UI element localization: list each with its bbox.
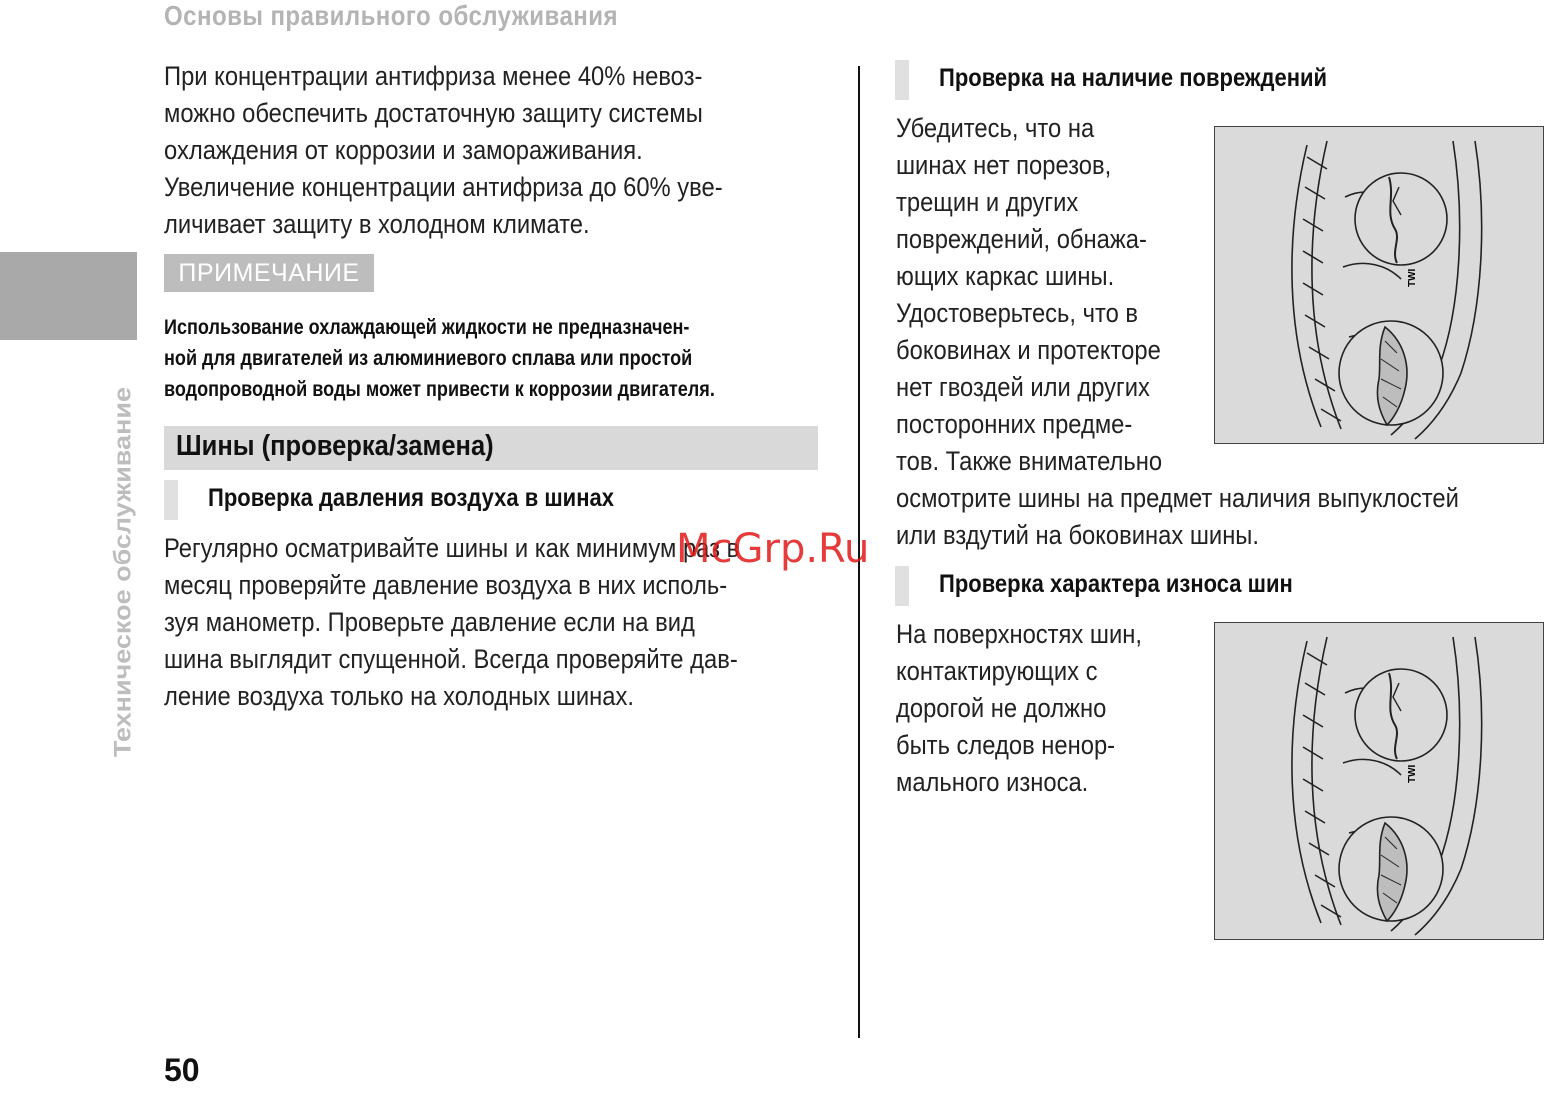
- text-line: зуя манометр. Проверьте давление если на вид: [164, 607, 695, 637]
- text-line: При концентрации антифриза менее 40% невоз-: [164, 61, 703, 91]
- text-line: Увеличение концентрации антифриза до 60% уве-: [164, 172, 723, 202]
- text-line: охлаждения от коррозии и замораживания.: [164, 135, 643, 165]
- wear-paragraph: [896, 616, 1142, 801]
- tire-illustration: [1215, 623, 1543, 939]
- text-line: Удостоверьтесь, что в: [896, 298, 1139, 328]
- antifreeze-paragraph: [164, 58, 723, 243]
- note-badge: ПРИМЕЧАНИЕ: [164, 254, 374, 292]
- text-line: ющих каркас шины.: [896, 261, 1115, 291]
- twi-mark: TWI: [1407, 764, 1418, 783]
- text-line: дорогой не должно: [896, 693, 1107, 723]
- text-line: ление воздуха только на холодных шинах.: [164, 681, 634, 711]
- tire-wear-figure: [1214, 622, 1544, 940]
- subheading-marker: [164, 480, 178, 520]
- page-number: 50: [164, 1052, 200, 1088]
- text-line: месяц проверяйте давление воздуха в них исполь-: [164, 570, 728, 600]
- text-line: ной для двигателей из алюминиевого сплава или простой: [164, 347, 693, 370]
- text-line: боковинах и протекторе: [896, 335, 1161, 365]
- tire-illustration: [1215, 127, 1543, 443]
- text-line: На поверхностях шин,: [896, 619, 1142, 649]
- text-line: или вздутий на боковинах шины.: [896, 520, 1259, 550]
- text-line: быть следов ненор-: [896, 730, 1116, 760]
- note-paragraph: [164, 312, 715, 405]
- text-line: Регулярно осматривайте шины и как минимум раз в: [164, 533, 740, 563]
- text-line: Убедитесь, что на: [896, 113, 1095, 143]
- text-line: посторонних предме-: [896, 409, 1133, 439]
- text-line: контактирующих с: [896, 656, 1098, 686]
- sidebar-section-label: [101, 357, 137, 757]
- pressure-paragraph: [164, 530, 739, 715]
- text-line: осмотрите шины на предмет наличия выпуклостей: [896, 483, 1459, 513]
- sidebar-section-label-text: Техническое обслуживание: [109, 386, 137, 757]
- text-line: можно обеспечить достаточную защиту системы: [164, 98, 703, 128]
- watermark: McGrp.Ru: [676, 526, 870, 572]
- twi-mark: TWI: [1407, 268, 1418, 287]
- text-line: шинах нет порезов,: [896, 150, 1112, 180]
- text-line: мального износа.: [896, 767, 1089, 797]
- damage-subheading: Проверка на наличие повреждений: [939, 64, 1328, 92]
- section-tab-marker: [0, 252, 137, 340]
- subheading-marker: [895, 566, 909, 606]
- section-title: Шины (проверка/замена): [176, 430, 494, 462]
- text-line: тов. Также внимательно: [896, 446, 1163, 476]
- wear-subheading: Проверка характера износа шин: [939, 570, 1293, 598]
- text-line: повреждений, обнажа-: [896, 224, 1147, 254]
- text-line: нет гвоздей или других: [896, 372, 1150, 402]
- pressure-subheading: Проверка давления воздуха в шинах: [208, 484, 614, 512]
- section-heading-bar: [164, 426, 818, 470]
- tire-damage-figure: [1214, 126, 1544, 444]
- running-header: Основы правильного обслуживания: [164, 0, 618, 31]
- text-line: трещин и других: [896, 187, 1079, 217]
- text-line: водопроводной воды может привести к коррозии двигателя.: [164, 378, 715, 401]
- subheading-marker: [895, 60, 909, 100]
- text-line: личивает защиту в холодном климате.: [164, 209, 590, 239]
- text-line: Использование охлаждающей жидкости не предназначен-: [164, 316, 690, 339]
- text-line: шина выглядит спущенной. Всегда проверяйте дав-: [164, 644, 738, 674]
